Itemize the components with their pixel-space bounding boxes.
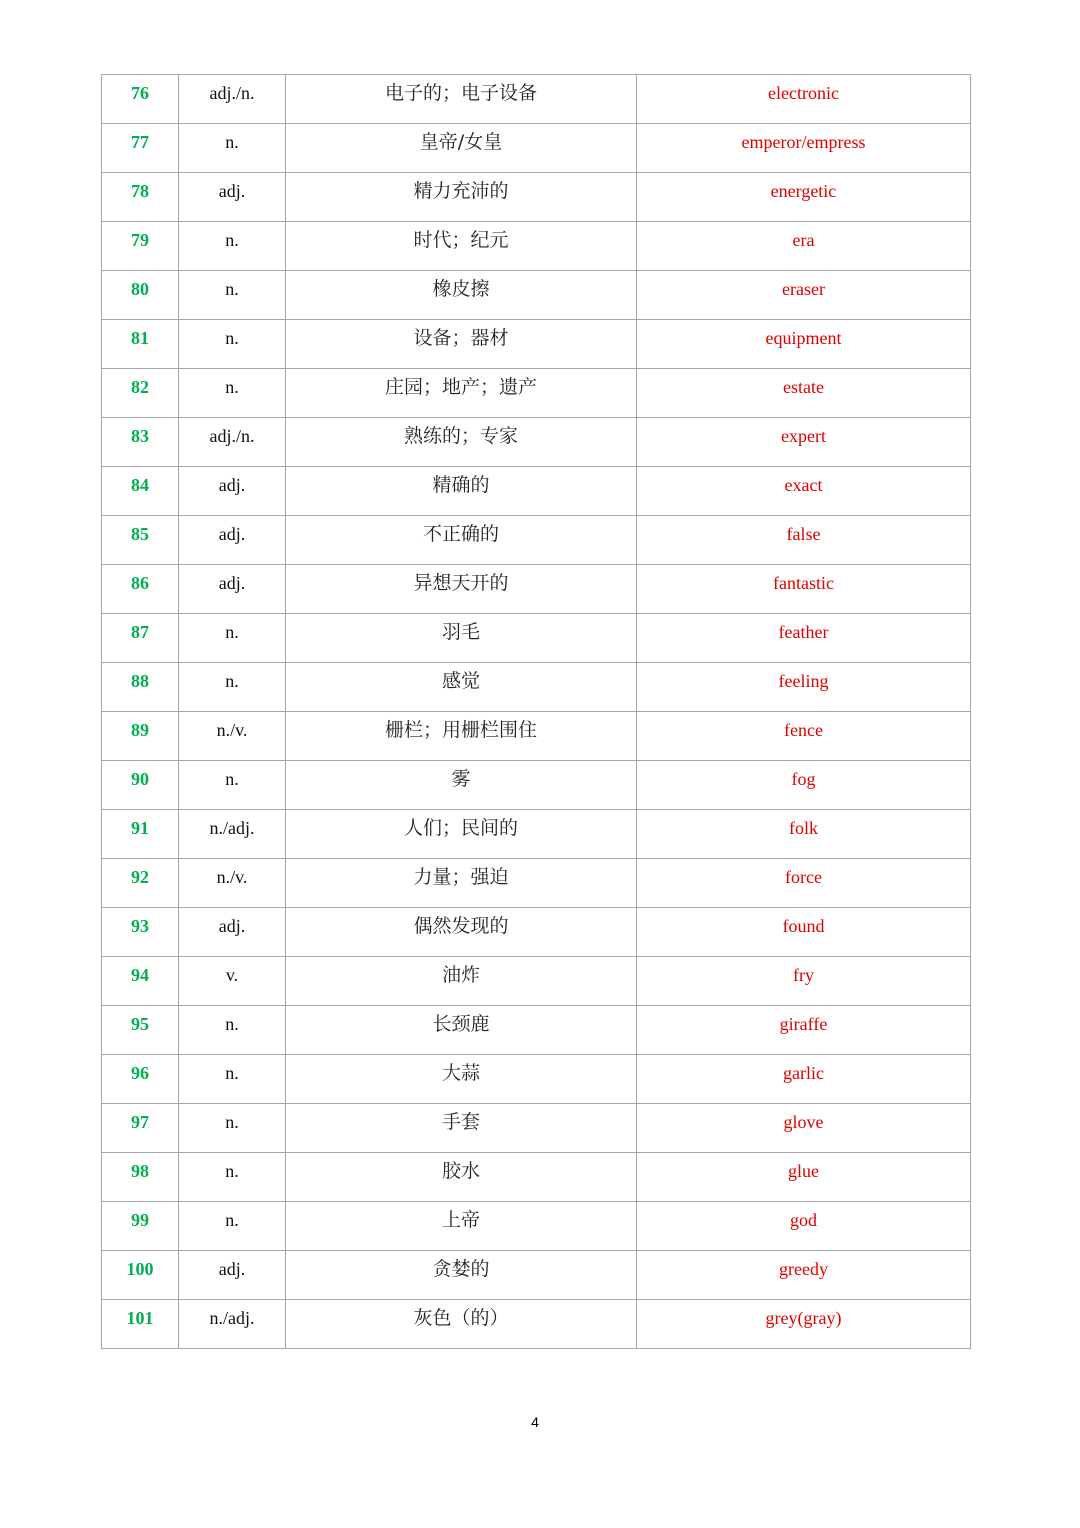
table-row [102, 565, 971, 614]
english-word: feather [637, 614, 971, 663]
vocabulary-table-body [102, 75, 971, 1349]
english-word: eraser [637, 271, 971, 320]
chinese-meaning: 大蒜 [286, 1055, 637, 1104]
chinese-meaning: 羽毛 [286, 614, 637, 663]
table-row [102, 663, 971, 712]
chinese-meaning: 贪婪的 [286, 1251, 637, 1300]
chinese-meaning: 胶水 [286, 1153, 637, 1202]
row-number: 100 [102, 1251, 179, 1300]
row-number: 85 [102, 516, 179, 565]
row-number: 87 [102, 614, 179, 663]
english-word: energetic [637, 173, 971, 222]
english-word: grey(gray) [637, 1300, 971, 1349]
part-of-speech: n. [179, 271, 286, 320]
table-row [102, 1104, 971, 1153]
chinese-meaning: 栅栏；用栅栏围住 [286, 712, 637, 761]
english-word: feeling [637, 663, 971, 712]
english-word: god [637, 1202, 971, 1251]
part-of-speech: n./v. [179, 859, 286, 908]
chinese-meaning: 灰色（的） [286, 1300, 637, 1349]
part-of-speech: n./v. [179, 712, 286, 761]
english-word: fence [637, 712, 971, 761]
row-number: 94 [102, 957, 179, 1006]
part-of-speech: adj. [179, 516, 286, 565]
table-row [102, 859, 971, 908]
chinese-meaning: 庄园；地产；遗产 [286, 369, 637, 418]
table-row [102, 1251, 971, 1300]
part-of-speech: v. [179, 957, 286, 1006]
part-of-speech: n. [179, 614, 286, 663]
english-word: greedy [637, 1251, 971, 1300]
english-word: era [637, 222, 971, 271]
chinese-meaning: 偶然发现的 [286, 908, 637, 957]
table-row [102, 1055, 971, 1104]
row-number: 86 [102, 565, 179, 614]
chinese-meaning: 雾 [286, 761, 637, 810]
part-of-speech: n. [179, 1055, 286, 1104]
chinese-meaning: 电子的；电子设备 [286, 75, 637, 124]
part-of-speech: n. [179, 222, 286, 271]
part-of-speech: adj. [179, 565, 286, 614]
table-row [102, 369, 971, 418]
chinese-meaning: 时代；纪元 [286, 222, 637, 271]
english-word: exact [637, 467, 971, 516]
table-row [102, 1006, 971, 1055]
part-of-speech: n. [179, 1006, 286, 1055]
chinese-meaning: 设备；器材 [286, 320, 637, 369]
row-number: 95 [102, 1006, 179, 1055]
part-of-speech: n./adj. [179, 810, 286, 859]
part-of-speech: n. [179, 320, 286, 369]
english-word: giraffe [637, 1006, 971, 1055]
chinese-meaning: 上帝 [286, 1202, 637, 1251]
table-row [102, 1300, 971, 1349]
row-number: 91 [102, 810, 179, 859]
english-word: force [637, 859, 971, 908]
row-number: 99 [102, 1202, 179, 1251]
table-row [102, 712, 971, 761]
table-row [102, 75, 971, 124]
chinese-meaning: 力量；强迫 [286, 859, 637, 908]
english-word: glue [637, 1153, 971, 1202]
english-word: emperor/empress [637, 124, 971, 173]
row-number: 90 [102, 761, 179, 810]
table-row [102, 810, 971, 859]
row-number: 98 [102, 1153, 179, 1202]
page-number: 4 [531, 1414, 539, 1430]
row-number: 96 [102, 1055, 179, 1104]
row-number: 78 [102, 173, 179, 222]
table-row [102, 1153, 971, 1202]
chinese-meaning: 橡皮擦 [286, 271, 637, 320]
chinese-meaning: 手套 [286, 1104, 637, 1153]
row-number: 80 [102, 271, 179, 320]
row-number: 97 [102, 1104, 179, 1153]
table-row [102, 173, 971, 222]
table-row [102, 908, 971, 957]
row-number: 76 [102, 75, 179, 124]
row-number: 84 [102, 467, 179, 516]
table-row [102, 271, 971, 320]
english-word: glove [637, 1104, 971, 1153]
part-of-speech: n. [179, 369, 286, 418]
english-word: garlic [637, 1055, 971, 1104]
table-row [102, 222, 971, 271]
table-row [102, 614, 971, 663]
part-of-speech: adj. [179, 467, 286, 516]
part-of-speech: adj. [179, 1251, 286, 1300]
row-number: 101 [102, 1300, 179, 1349]
row-number: 81 [102, 320, 179, 369]
english-word: false [637, 516, 971, 565]
row-number: 88 [102, 663, 179, 712]
part-of-speech: n. [179, 1202, 286, 1251]
chinese-meaning: 不正确的 [286, 516, 637, 565]
table-row [102, 467, 971, 516]
row-number: 82 [102, 369, 179, 418]
english-word: fantastic [637, 565, 971, 614]
part-of-speech: n. [179, 663, 286, 712]
english-word: folk [637, 810, 971, 859]
chinese-meaning: 长颈鹿 [286, 1006, 637, 1055]
row-number: 92 [102, 859, 179, 908]
part-of-speech: n. [179, 124, 286, 173]
part-of-speech: adj. [179, 173, 286, 222]
row-number: 83 [102, 418, 179, 467]
chinese-meaning: 熟练的；专家 [286, 418, 637, 467]
part-of-speech: n. [179, 1104, 286, 1153]
table-row [102, 124, 971, 173]
chinese-meaning: 精确的 [286, 467, 637, 516]
english-word: equipment [637, 320, 971, 369]
chinese-meaning: 皇帝/女皇 [286, 124, 637, 173]
part-of-speech: n. [179, 761, 286, 810]
english-word: fry [637, 957, 971, 1006]
table-row [102, 516, 971, 565]
chinese-meaning: 精力充沛的 [286, 173, 637, 222]
english-word: electronic [637, 75, 971, 124]
part-of-speech: n./adj. [179, 1300, 286, 1349]
table-row [102, 320, 971, 369]
part-of-speech: adj. [179, 908, 286, 957]
part-of-speech: n. [179, 1153, 286, 1202]
english-word: found [637, 908, 971, 957]
table-row [102, 418, 971, 467]
row-number: 77 [102, 124, 179, 173]
table-row [102, 1202, 971, 1251]
vocabulary-table [101, 74, 971, 1349]
chinese-meaning: 油炸 [286, 957, 637, 1006]
row-number: 89 [102, 712, 179, 761]
table-row [102, 761, 971, 810]
chinese-meaning: 感觉 [286, 663, 637, 712]
part-of-speech: adj./n. [179, 418, 286, 467]
english-word: expert [637, 418, 971, 467]
chinese-meaning: 异想天开的 [286, 565, 637, 614]
row-number: 93 [102, 908, 179, 957]
chinese-meaning: 人们；民间的 [286, 810, 637, 859]
table-row [102, 957, 971, 1006]
part-of-speech: adj./n. [179, 75, 286, 124]
english-word: fog [637, 761, 971, 810]
english-word: estate [637, 369, 971, 418]
row-number: 79 [102, 222, 179, 271]
